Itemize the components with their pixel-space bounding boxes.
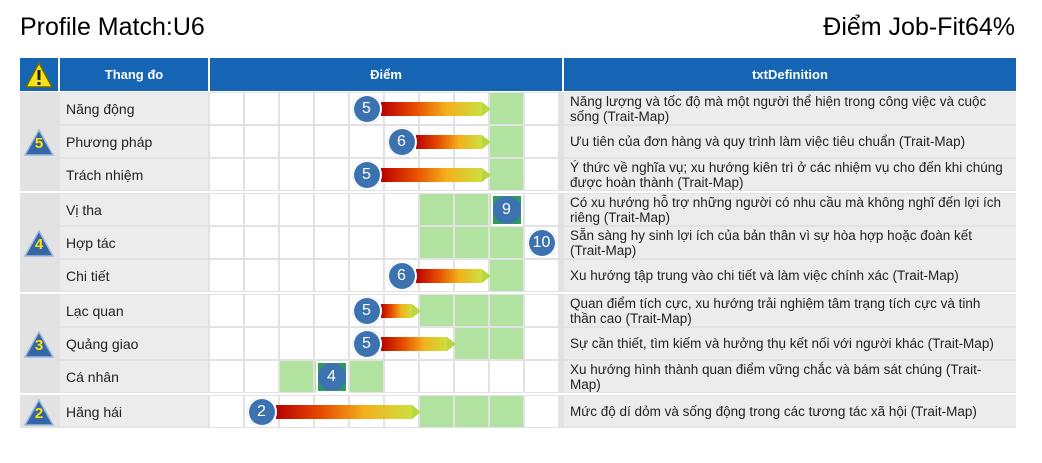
target-range-cell: [455, 396, 488, 427]
scale-definition: Mức độ dí dỏm và sống động trong các tương tác xã hội (Trait-Map): [564, 396, 1016, 427]
scale-definition: Quan điểm tích cực, xu hướng trải nghiệm tâm trạng tích cực và tinh thần cao (Trait-Map): [564, 295, 1016, 326]
score-cell: [280, 295, 313, 326]
scale-definition: Năng lượng và tốc độ mà một người thể hiện trong công việc và cuộc sống (Trait-Map): [564, 93, 1016, 124]
gap-bar-arrow: [482, 102, 491, 116]
rank-number: 2: [34, 404, 44, 422]
score-cell: [350, 227, 383, 258]
group-rank: [20, 93, 58, 190]
definition-column-header: txtDefinition: [564, 58, 1016, 91]
target-range-cell: [280, 361, 313, 392]
score-cell: [245, 328, 278, 359]
score-value: 4: [318, 363, 346, 391]
gap-bar: [381, 168, 483, 182]
gap-bar: [416, 135, 483, 149]
scale-name: Chi tiết: [60, 260, 208, 291]
score-badge: [316, 361, 348, 393]
target-range-cell: [490, 328, 523, 359]
profile-match-table: [20, 58, 1016, 420]
score-cell: [280, 328, 313, 359]
scale-name: Phương pháp: [60, 126, 208, 157]
score-column-header: Điểm: [210, 58, 562, 91]
score-cell: [210, 295, 243, 326]
score-badge: 6: [387, 127, 417, 157]
score-cell: [245, 93, 278, 124]
target-range-cell: [455, 227, 488, 258]
scale-name: Quảng giao: [60, 328, 208, 359]
score-value: 9: [493, 196, 521, 224]
scale-definition: Ưu tiên của đơn hàng và quy trình làm việc tiêu chuẩn (Trait-Map): [564, 126, 1016, 157]
score-cell: [210, 126, 243, 157]
scale-definition: Xu hướng hình thành quan điểm vững chắc và bám sát chúng (Trait-Map): [564, 361, 1016, 392]
scale-name: Cá nhân: [60, 361, 208, 392]
scale-name: Lạc quan: [60, 295, 208, 326]
group-rank: [20, 396, 58, 427]
target-range-cell: [490, 227, 523, 258]
gap-bar-arrow: [482, 135, 491, 149]
score-cell: [315, 93, 348, 124]
score-cell: [525, 93, 558, 124]
rank-triangle-icon: [24, 128, 54, 156]
scale-definition: Ý thức về nghĩa vụ; xu hướng kiên trì ở các nhiệm vụ cho đến khi chúng được hoàn thành (Trait-Map): [564, 159, 1016, 190]
rank-number: 4: [34, 235, 44, 253]
scale-name: Năng động: [60, 93, 208, 124]
gap-bar: [276, 405, 413, 419]
score-cell: [315, 159, 348, 190]
report-title: Profile Match:U6: [20, 13, 205, 41]
rank-number: 5: [34, 134, 44, 152]
score-cell: [350, 194, 383, 225]
score-cell: [315, 194, 348, 225]
score-cell: [315, 295, 348, 326]
score-cell: [210, 227, 243, 258]
score-cell: [525, 295, 558, 326]
score-cell: [280, 194, 313, 225]
score-cell: [525, 126, 558, 157]
target-range-cell: [455, 194, 488, 225]
score-cell: [245, 126, 278, 157]
score-cell: [525, 194, 558, 225]
score-badge: 2: [247, 397, 277, 427]
score-badge: 5: [352, 296, 382, 326]
rank-triangle-icon: [24, 229, 54, 257]
score-badge: 10: [527, 228, 557, 258]
score-badge: 5: [352, 329, 382, 359]
target-range-cell: [350, 361, 383, 392]
target-range-cell: [490, 260, 523, 291]
score-cell: [350, 126, 383, 157]
score-cell: [315, 260, 348, 291]
scale-definition: Có xu hướng hỗ trợ những người có nhu cầu mà không nghĩ đến lợi ích riêng (Trait-Map): [564, 194, 1016, 225]
gap-bar-arrow: [412, 405, 421, 419]
score-cell: [525, 396, 558, 427]
target-range-cell: [455, 295, 488, 326]
gap-bar: [381, 337, 448, 351]
score-cell: [245, 159, 278, 190]
score-cell: [245, 295, 278, 326]
score-cell: [385, 361, 418, 392]
target-range-cell: [420, 227, 453, 258]
target-range-cell: [420, 194, 453, 225]
score-cell: [455, 361, 488, 392]
score-cell: [210, 361, 243, 392]
rank-triangle-icon: [24, 330, 54, 358]
target-range-cell: [420, 295, 453, 326]
score-cell: [420, 361, 453, 392]
warning-icon: [24, 61, 54, 89]
score-cell: [210, 260, 243, 291]
score-cell: [525, 260, 558, 291]
score-badge: [491, 194, 523, 226]
score-cell: [210, 159, 243, 190]
score-cell: [210, 396, 243, 427]
score-cell: [210, 328, 243, 359]
score-badge: 5: [352, 94, 382, 124]
group-rank: [20, 194, 58, 291]
score-cell: [245, 194, 278, 225]
score-badge: 5: [352, 160, 382, 190]
gap-bar: [381, 304, 413, 318]
score-cell: [315, 328, 348, 359]
gap-bar-arrow: [482, 168, 491, 182]
group-rank: [20, 295, 58, 392]
rank-triangle-icon: [24, 398, 54, 426]
target-range-cell: [490, 159, 523, 190]
gap-bar: [381, 102, 483, 116]
scale-definition: Sẵn sàng hy sinh lợi ích của bản thân vì sự hòa hợp hoặc đoàn kết (Trait-Map): [564, 227, 1016, 258]
scale-name: Hợp tác: [60, 227, 208, 258]
score-cell: [385, 227, 418, 258]
target-range-cell: [455, 328, 488, 359]
score-cell: [315, 126, 348, 157]
warning-header-cell: [20, 58, 58, 91]
scale-name: Vị tha: [60, 194, 208, 225]
score-cell: [280, 126, 313, 157]
score-cell: [280, 93, 313, 124]
scale-name: Hăng hái: [60, 396, 208, 427]
score-cell: [245, 227, 278, 258]
gap-bar-arrow: [447, 337, 456, 351]
gap-bar: [416, 269, 483, 283]
target-range-cell: [490, 93, 523, 124]
score-cell: [525, 361, 558, 392]
score-badge: 6: [387, 261, 417, 291]
score-cell: [490, 361, 523, 392]
scale-name: Trách nhiệm: [60, 159, 208, 190]
target-range-cell: [490, 396, 523, 427]
score-cell: [525, 328, 558, 359]
score-cell: [210, 194, 243, 225]
target-range-cell: [420, 396, 453, 427]
jobfit-score-title: Điểm Job-Fit64%: [823, 13, 1015, 41]
gap-bar-arrow: [412, 304, 421, 318]
scale-column-header: Thang đo: [60, 58, 208, 91]
score-cell: [280, 227, 313, 258]
scale-definition: Xu hướng tập trung vào chi tiết và làm việc chính xác (Trait-Map): [564, 260, 1016, 291]
scale-definition: Sự cần thiết, tìm kiếm và hưởng thụ kết nối với người khác (Trait-Map): [564, 328, 1016, 359]
score-cell: [245, 260, 278, 291]
score-cell: [315, 227, 348, 258]
score-cell: [350, 260, 383, 291]
score-cell: [525, 159, 558, 190]
target-range-cell: [490, 295, 523, 326]
target-range-cell: [490, 126, 523, 157]
gap-bar-arrow: [482, 269, 491, 283]
score-cell: [210, 93, 243, 124]
rank-number: 3: [34, 336, 44, 354]
score-cell: [245, 361, 278, 392]
score-cell: [280, 260, 313, 291]
score-cell: [280, 159, 313, 190]
score-cell: [385, 194, 418, 225]
